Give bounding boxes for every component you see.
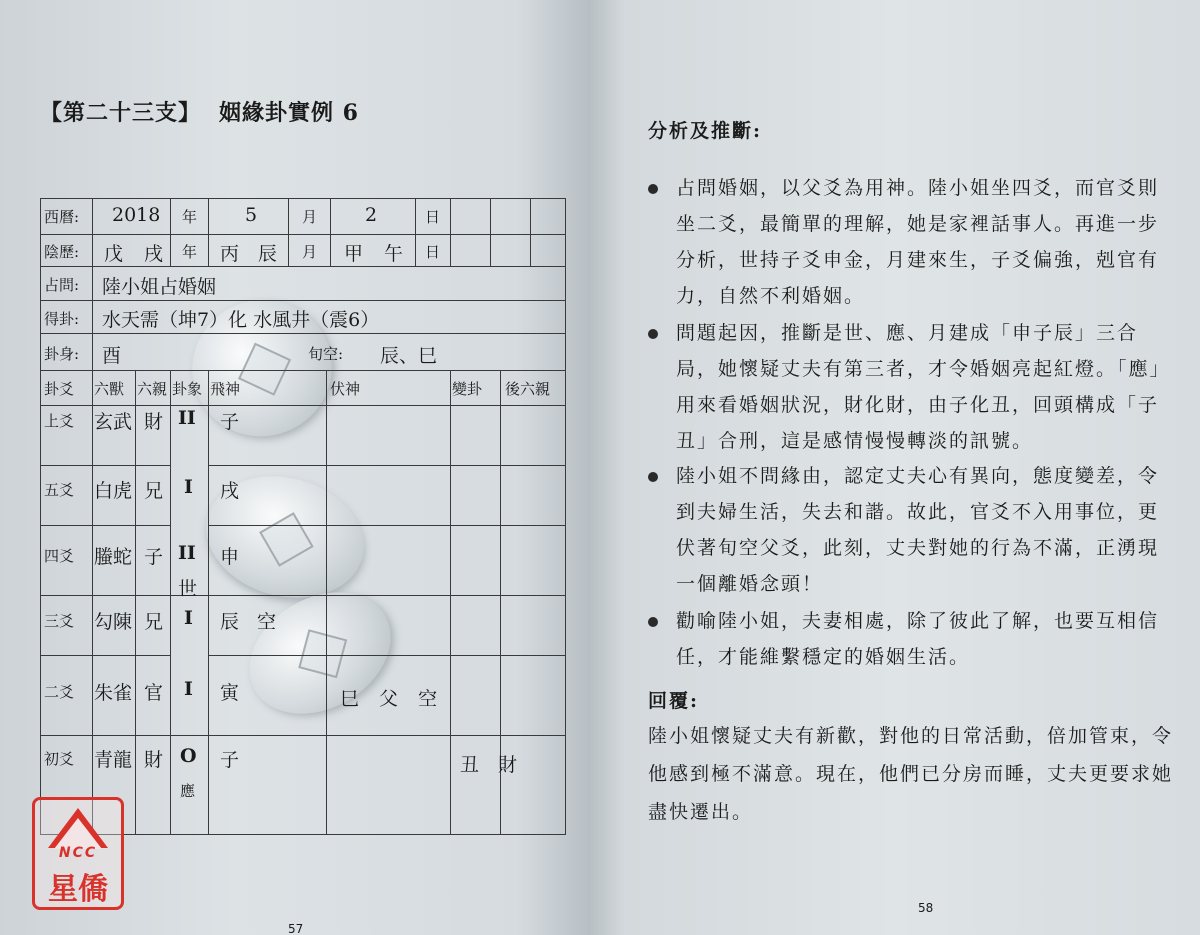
chapter-title: 姻緣卦實例 6 xyxy=(219,100,359,126)
row-fly: 子 xyxy=(220,749,240,771)
row-yao: 上爻 xyxy=(44,412,75,430)
header-hidden: 伏神 xyxy=(330,380,361,398)
reply-text: 陸小姐懷疑丈夫有新歡，對他的日常活動，倍加管束，令他感到極不滿意。現在，他們已分房而睡，丈夫更要求她盡快遷出。 xyxy=(648,725,1174,823)
gregorian-month: 5 xyxy=(245,204,258,226)
row-yao: 四爻 xyxy=(44,547,75,565)
gua-body-label: 卦身: xyxy=(44,345,80,363)
gregorian-year: 2018 xyxy=(112,204,161,226)
lunar-label: 陰歷: xyxy=(44,243,80,261)
question-value: 陸小姐占婚姻 xyxy=(102,276,217,298)
left-page xyxy=(0,0,588,935)
analysis-heading: 分析及推斷: xyxy=(648,120,763,142)
reply-heading: 回覆: xyxy=(648,690,700,712)
analysis-paragraph: 陸小姐不問緣由，認定丈夫心有異向，態度變差，令到夫婦生活，失去和諧。故此，官爻不入用事位，更伏著旬空父爻，此刻，丈夫對她的行為不滿，正湧現一個離婚念頭！ xyxy=(676,465,1160,595)
bullet-icon xyxy=(648,329,658,339)
bullet-icon xyxy=(648,617,658,627)
analysis-paragraph: 占問婚姻，以父爻為用神。陸小姐坐四爻，而官爻則坐二爻，最簡單的理解，她是家裡話事人。再進一步分析，世持子爻申金，月建來生，子爻偏強，剋官有力，自然不利婚姻。 xyxy=(676,177,1160,307)
gregorian-month-unit: 月 xyxy=(302,208,318,226)
row-fly: 子 xyxy=(220,411,240,433)
row-yao: 初爻 xyxy=(44,750,75,768)
stamp-chinese: 星僑 xyxy=(48,872,108,907)
lunar-char: 午 xyxy=(384,243,404,265)
row-fly: 寅 xyxy=(220,682,240,704)
lunar-char: 丙 xyxy=(220,243,240,265)
lunar-char: 年 xyxy=(182,243,198,261)
xunkong-value: 辰、巳 xyxy=(380,345,438,367)
hexagram-label: 得卦: xyxy=(44,310,80,328)
row-symbol: I xyxy=(184,678,193,700)
row-beast: 螣蛇 xyxy=(94,546,133,568)
gregorian-day-unit: 日 xyxy=(425,208,441,226)
row-yao: 二爻 xyxy=(44,683,75,701)
header-after-kin: 後六親 xyxy=(505,380,551,398)
analysis-paragraph: 問題起因，推斷是世、應、月建成「申子辰」三合局，她懷疑丈夫有第三者，才令婚姻亮起紅燈。「應」用來看婚姻狀況，財化財，由子化丑，回頭構成「子丑」合刑，這是感情慢慢轉淡的訊號。 xyxy=(676,322,1171,452)
header-change: 變卦 xyxy=(452,380,483,398)
gregorian-year-unit: 年 xyxy=(182,208,198,226)
row-symbol: I xyxy=(184,476,193,498)
header-kin: 六親 xyxy=(137,380,168,398)
row-yao: 五爻 xyxy=(44,481,75,499)
page-number-right: 58 xyxy=(918,901,934,915)
response-marker: 應 xyxy=(180,782,196,800)
row-symbol: I xyxy=(184,607,193,629)
bullet-icon xyxy=(648,184,658,194)
row-fly: 戌 xyxy=(220,480,240,502)
row-beast: 朱雀 xyxy=(94,682,133,704)
row-kin: 財 xyxy=(144,749,164,771)
row-beast: 白虎 xyxy=(94,480,133,502)
row-beast: 勾陳 xyxy=(94,611,133,633)
row-kin: 官 xyxy=(144,682,164,704)
row-kin: 兄 xyxy=(144,611,164,633)
row-beast: 青龍 xyxy=(94,749,133,771)
row-change: 丑 財 xyxy=(460,754,518,776)
row-symbol: II xyxy=(178,407,196,429)
stamp-latin: NCC xyxy=(58,845,98,861)
lunar-char: 日 xyxy=(425,243,441,261)
row-symbol: O xyxy=(180,745,197,767)
bullet-icon xyxy=(648,472,658,482)
coin-watermark xyxy=(228,568,413,738)
lunar-char: 月 xyxy=(302,243,318,261)
row-fly: 辰 空 xyxy=(220,611,277,633)
gregorian-day: 2 xyxy=(365,204,378,226)
row-kin: 兄 xyxy=(144,480,164,502)
analysis-paragraph: 勸喻陸小姐，夫妻相處，除了彼此了解，也要互相信任，才能維繫穩定的婚姻生活。 xyxy=(676,610,1160,668)
page-number-left: 57 xyxy=(288,922,304,935)
header-fly: 飛神 xyxy=(210,380,241,398)
row-kin: 財 xyxy=(144,411,164,433)
row-symbol: II xyxy=(178,542,196,564)
header-beast: 六獸 xyxy=(94,380,125,398)
world-marker: 世 xyxy=(178,578,198,600)
gregorian-label: 西曆: xyxy=(44,208,80,226)
row-hidden: 巳 父 空 xyxy=(340,688,438,710)
gua-body-value: 酉 xyxy=(102,345,122,367)
lunar-char: 辰 xyxy=(258,243,278,265)
ncc-stamp-logo xyxy=(32,797,124,910)
row-fly: 申 xyxy=(220,546,240,568)
chapter-heading xyxy=(40,96,359,127)
row-yao: 三爻 xyxy=(44,612,75,630)
hexagram-value: 水天需（坤7）化 水風井（震6） xyxy=(102,309,380,331)
lunar-char: 戌 xyxy=(144,243,164,265)
lunar-char: 甲 xyxy=(344,243,364,265)
question-label: 占問: xyxy=(44,276,80,294)
header-yao: 卦爻 xyxy=(44,380,75,398)
row-beast: 玄武 xyxy=(94,411,133,433)
xunkong-label: 旬空: xyxy=(308,345,344,363)
chapter-number: 【第二十三支】 xyxy=(40,100,202,126)
header-symbol: 卦象 xyxy=(172,380,203,398)
row-kin: 子 xyxy=(144,546,164,568)
lunar-char: 戊 xyxy=(104,243,124,265)
